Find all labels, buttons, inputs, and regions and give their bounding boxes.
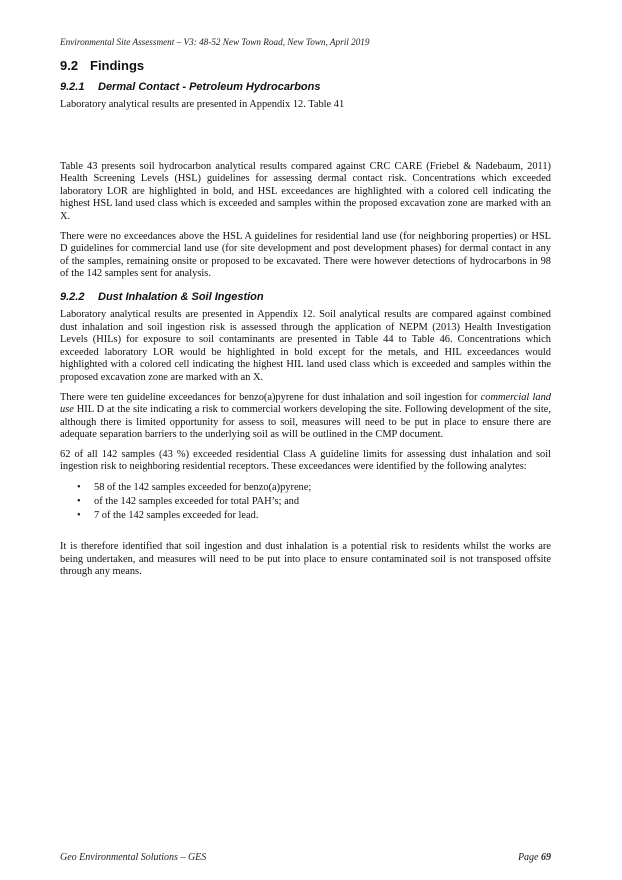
list-item-text: 58 of the 142 samples exceeded for benzo(a)pyrene;	[94, 482, 312, 494]
paragraph	[60, 392, 551, 442]
subsection-number: 9.2.1	[60, 81, 85, 93]
running-header: Environmental Site Assessment – V3: 48-52 New Town Road, New Town, April 2019	[60, 37, 370, 47]
paragraph: There were no exceedances above the HSL A guidelines for residential land use (for neighboring properties) or HSL D guidelines for commercial land use (for site development and post development phases) for dermal contact in any of the samples, remaining onsite or proposed to be excavated. There were however detections of hydrocarbons in 98 of the 142 samples sent for analysis.	[60, 230, 551, 280]
page-content	[60, 58, 551, 586]
paragraph: 62 of all 142 samples (43 %) exceeded residential Class A guideline limits for assessing dust inhalation and soil ingestion risk to neighboring residential receptors. These exceedances were identified by the following analytes:	[60, 448, 551, 473]
text-run: There were ten guideline exceedances for benzo(a)pyrene for dust inhalation and soil ingestion for	[60, 391, 481, 403]
subsection-title: Dust Inhalation & Soil Ingestion	[98, 290, 264, 303]
section-number: 9.2	[60, 58, 79, 73]
bullet-icon: •	[77, 496, 81, 508]
paragraph: It is therefore identified that soil ingestion and dust inhalation is a potential risk to residents whilst the works are being undertaken, and measures will need to be put into place to ensure contaminated soil is not transposed offsite through any means.	[60, 541, 551, 578]
footer-company: Geo Environmental Solutions – GES	[60, 852, 207, 863]
paragraph: Laboratory analytical results are presented in Appendix 12. Soil analytical results are compared against combined dust inhalation and soil ingestion risk is assessed through the application of NEPM (2013) Health Investigation Levels (HILs) for exposure to soil contaminants are presented in Table 44 to Table 46. Concentrations which exceeded laboratory LOR would be highlighted in bold except for the metals, and HIL exceedances would highlighted with a colored cell indicating the highest HIL land used class which is exceeded and samples within the proposed excavation zone are marked with an X.	[60, 308, 551, 383]
spacer	[60, 533, 551, 541]
italic-text-run: commercial land use	[60, 391, 551, 416]
bullet-icon: •	[77, 510, 81, 522]
paragraph: Table 43 presents soil hydrocarbon analytical results compared against CRC CARE (Friebel & Nadebaum, 2011) Health Screening Levels (HSL) guidelines for assessing dermal contact risk. Concentrations which exceeded laboratory LOR are highlighted in bold, and HSL exceedances are highlighted with a colored cell indicating the highest HSL land used class which is exceeded and samples within the proposed excavation zone are marked with an X.	[60, 160, 551, 222]
paragraph: Laboratory analytical results are presented in Appendix 12. Table 41	[60, 99, 345, 110]
list-item	[60, 481, 551, 495]
footer-page	[518, 852, 551, 863]
list-item	[60, 495, 551, 509]
section-title: Findings	[90, 58, 145, 73]
section-heading	[60, 58, 551, 73]
text-run: HIL D at the site indicating a risk to commercial workers developing the site. Following development of the site, although there is limited opportunity for assess to soil, measures will need to be put in place to ensure there are adequate separation barriers to the underlying soil as will be outlined in the CMP document.	[60, 404, 551, 441]
page-label: Page	[517, 852, 539, 863]
list-item-text: of the 142 samples exceeded for total PAH’s; and	[94, 496, 300, 508]
table-placeholder-gap	[60, 119, 551, 161]
bullet-icon: •	[77, 482, 81, 494]
subsection-heading-dust	[60, 291, 551, 303]
subsection-title: Dermal Contact - Petroleum Hydrocarbons	[98, 81, 321, 93]
list-item-text: 7 of the 142 samples exceeded for lead.	[94, 510, 259, 522]
subsection-number: 9.2.2	[60, 290, 85, 303]
page-number: 69	[541, 852, 551, 863]
subsection-heading-dermal	[60, 81, 551, 93]
list-item	[60, 509, 551, 523]
analyte-list	[60, 481, 551, 523]
